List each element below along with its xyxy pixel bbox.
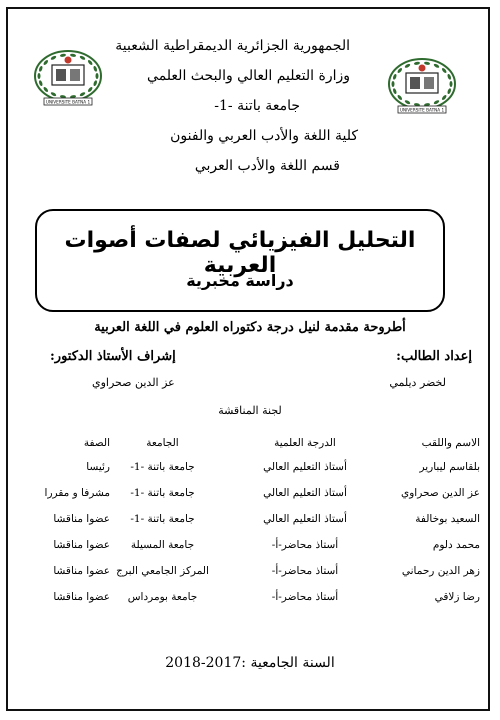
member-rank: أستاذ محاضر-أ- bbox=[271, 565, 339, 577]
header-name: الاسم واللقب bbox=[421, 437, 480, 449]
faculty-name: كلية اللغة والأدب العربي والفنون bbox=[170, 128, 358, 144]
member-rank: أستاذ التعليم العالي bbox=[263, 461, 347, 473]
republic-name: الجمهورية الجزائرية الديمقراطية الشعبية bbox=[115, 38, 350, 54]
student-label: إعداد الطالب: bbox=[396, 349, 472, 364]
table-header-row bbox=[22, 437, 480, 461]
table-row bbox=[22, 461, 480, 487]
member-role: رئيسا bbox=[86, 461, 110, 473]
university-seal-icon bbox=[32, 48, 104, 110]
table-row bbox=[22, 487, 480, 513]
member-rank: أستاذ التعليم العالي bbox=[263, 487, 347, 499]
member-role: عضوا مناقشا bbox=[53, 539, 110, 551]
svg-text:UNIVERSITE BATNA 1: UNIVERSITE BATNA 1 bbox=[45, 99, 91, 105]
member-name: السعيد بوخالفة bbox=[415, 513, 480, 525]
svg-text:UNIVERSITE BATNA 1: UNIVERSITE BATNA 1 bbox=[399, 107, 445, 113]
member-university: جامعة المسيلة bbox=[130, 539, 195, 551]
member-name: بلقاسم ليبارير bbox=[419, 461, 480, 473]
member-rank: أستاذ محاضر-أ- bbox=[271, 591, 339, 603]
member-name: عز الدين صحراوي bbox=[401, 487, 480, 499]
academic-year: السنة الجامعية :2017-2018 bbox=[165, 655, 335, 671]
university-seal-icon bbox=[386, 56, 458, 118]
thesis-title: التحليل الفيزيائي لصفات أصوات العربية bbox=[64, 228, 416, 278]
table-row bbox=[22, 591, 480, 617]
header-role: الصفة bbox=[83, 437, 110, 449]
thesis-subtitle: دراسة مخبرية bbox=[186, 271, 294, 290]
member-name: محمد دلوم bbox=[432, 539, 480, 551]
committee-title: لجنة المناقشة bbox=[218, 404, 282, 417]
member-role: مشرفا و مقررا bbox=[44, 487, 110, 499]
member-university: المركز الجامعي البرج bbox=[116, 565, 209, 577]
member-rank: أستاذ التعليم العالي bbox=[263, 513, 347, 525]
table-row bbox=[22, 513, 480, 539]
department-name: قسم اللغة والأدب العربي bbox=[194, 158, 340, 174]
student-name: لخضر ديلمي bbox=[389, 376, 446, 389]
member-name: رضا زلاقي bbox=[434, 591, 480, 603]
member-name: زهر الدين رحماني bbox=[401, 565, 480, 577]
table-row bbox=[22, 539, 480, 565]
header-university: الجامعة bbox=[146, 437, 179, 449]
supervisor-label: إشراف الأستاذ الدكتور: bbox=[50, 349, 176, 364]
table-row bbox=[22, 565, 480, 591]
member-university: جامعة باتنة -1- bbox=[130, 487, 195, 499]
member-role: عضوا مناقشا bbox=[53, 565, 110, 577]
member-role: عضوا مناقشا bbox=[53, 591, 110, 603]
committee-table bbox=[22, 437, 480, 617]
member-role: عضوا مناقشا bbox=[53, 513, 110, 525]
thesis-statement: أطروحة مقدمة لنيل درجة دكتوراه العلوم في اللغة العربية bbox=[94, 320, 406, 335]
member-university: جامعة باتنة -1- bbox=[130, 513, 195, 525]
university-name: جامعة باتنة -1- bbox=[214, 98, 300, 114]
member-rank: أستاذ محاضر-أ- bbox=[271, 539, 339, 551]
header-rank: الدرجة العلمية bbox=[274, 437, 336, 449]
member-university: جامعة بومرداس bbox=[127, 591, 198, 603]
title-box bbox=[35, 209, 445, 312]
supervisor-name: عز الدين صحراوي bbox=[92, 376, 175, 389]
ministry-name: وزارة التعليم العالي والبحث العلمي bbox=[147, 68, 350, 84]
member-university: جامعة باتنة -1- bbox=[130, 461, 195, 473]
